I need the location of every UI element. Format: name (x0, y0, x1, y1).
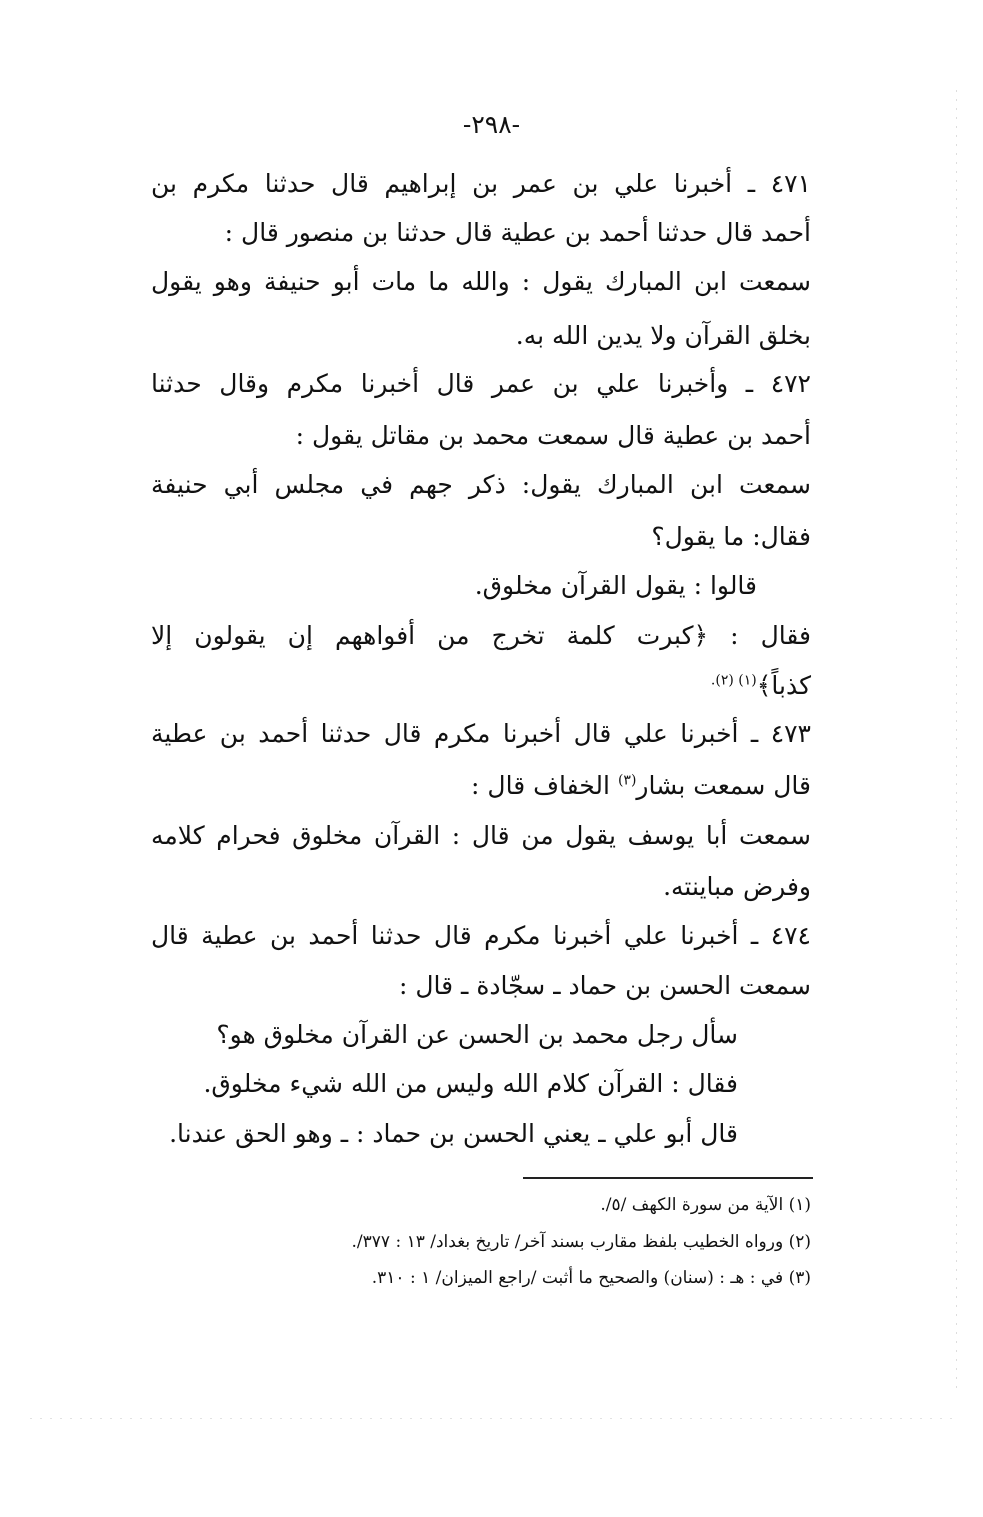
text-line-8: فقال: ما يقول؟ (651, 522, 811, 551)
text-line-6: أحمد بن عطية قال سمعت محمد بن مقاتل يقول : (295, 421, 811, 450)
text-line-12: ٤٧٣ ـ أخبرنا علي قال أخبرنا مكرم قال حدثنا أحمد بن عطية (151, 719, 811, 748)
text-line-11 (151, 668, 811, 704)
footnote-2: (٢) ورواه الخطيب بلفظ مقارب بسند آخر/ تاريخ بغداد/ ١٣ : ٣٧٧/. (351, 1232, 811, 1252)
footnote-1: (١) الآية من سورة الكهف /٥/. (600, 1195, 811, 1215)
footnote-separator (523, 1177, 813, 1179)
text-line-3: سمعت ابن المبارك يقول : والله ما مات أبو حنيفة وهو يقول (151, 267, 811, 296)
quran-quote-end: كذباً﴾ (756, 671, 811, 700)
footnote-ref-3: (٣) (617, 772, 637, 789)
text-line-7: سمعت ابن المبارك يقول: ذكر جهم في مجلس أبي حنيفة (151, 470, 811, 499)
text-line-14: سمعت أبا يوسف يقول من قال : القرآن مخلوق فحرام كلامه (151, 821, 811, 850)
text-line-5: ٤٧٢ ـ وأخبرنا علي بن عمر قال أخبرنا مكرم وقال حدثنا (151, 369, 811, 398)
text-segment: الخفاف قال : (471, 771, 610, 800)
text-line-15: وفرض مباينته. (663, 872, 811, 901)
text-line-9: قالوا : يقول القرآن مخلوق. (474, 571, 757, 600)
text-line-2: أحمد قال حدثنا أحمد بن عطية قال حدثنا بن منصور قال : (224, 218, 811, 247)
text-line-18: سأل رجل محمد بن الحسن عن القرآن مخلوق هو؟ (216, 1020, 738, 1049)
footnote-3: (٣) في : هـ : (سنان) والصحيح ما أثبت /راجع الميزان/ ١ : ٣١٠. (371, 1268, 811, 1288)
scan-edge-artifact (956, 90, 957, 1390)
text-segment: قال سمعت بشار (636, 771, 811, 800)
text-line-13 (151, 768, 811, 804)
text-line-20: قال أبو علي ـ يعني الحسن بن حماد : ـ وهو الحق عندنا. (169, 1119, 738, 1148)
scan-bottom-artifact (30, 1418, 953, 1419)
text-line-17: سمعت الحسن بن حماد ـ سجّادة ـ قال : (399, 971, 811, 1000)
page-number: -٢٩٨- (462, 110, 521, 139)
text-line-4: بخلق القرآن ولا يدين الله به. (515, 321, 811, 350)
text-line-19: فقال : القرآن كلام الله وليس من الله شيء مخلوق. (203, 1069, 738, 1098)
text-line-10: فقال : ﴿كبرت كلمة تخرج من أفواههم إن يقولون إلا (151, 621, 811, 650)
footnote-ref-1-2: (١) (٢). (710, 672, 757, 689)
text-line-1: ٤٧١ ـ أخبرنا علي بن عمر بن إبراهيم قال حدثنا مكرم بن (151, 169, 811, 198)
text-line-16: ٤٧٤ ـ أخبرنا علي أخبرنا مكرم قال حدثنا أحمد بن عطية قال (151, 921, 811, 950)
